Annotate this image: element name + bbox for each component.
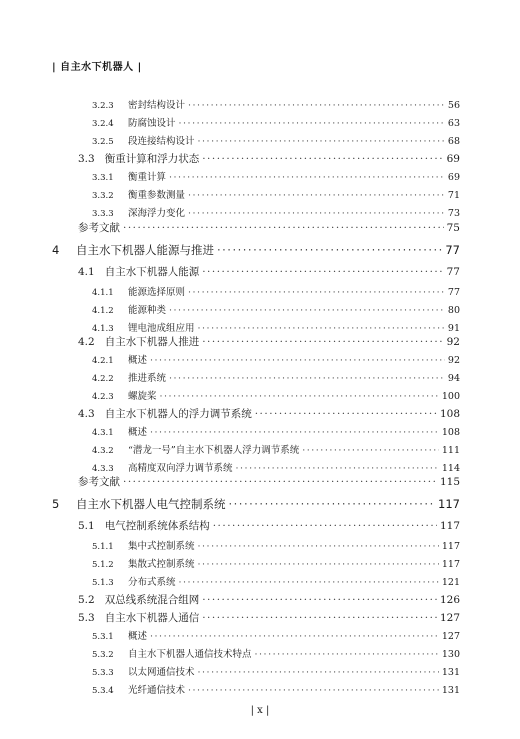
toc-entry-number: 4.2: [78, 336, 95, 348]
toc-entry-page: 108: [439, 408, 460, 420]
toc-entry-page: 130: [441, 649, 460, 660]
toc-entry: [92, 646, 460, 660]
toc-leader-dots: [160, 391, 439, 402]
toc-entry: [52, 242, 460, 258]
toc-entry: [92, 664, 460, 678]
toc-leader-dots: [188, 287, 445, 298]
toc-entry-title: 螺旋桨: [128, 391, 157, 402]
toc-entry: [92, 370, 460, 384]
toc-entry-page: 117: [438, 497, 460, 511]
toc-entry-title: 能源选择原则: [128, 287, 186, 298]
toc-entry-number: 4.2.1: [92, 356, 114, 366]
toc-entry-title: 分布式系统: [128, 577, 176, 588]
toc-leader-dots: [236, 463, 439, 474]
toc-entry-page: 100: [441, 391, 460, 402]
toc-entry-number: 3.3.2: [92, 191, 114, 201]
toc-leader-dots: [179, 118, 445, 129]
toc-entry: [92, 424, 460, 438]
toc-entry: [78, 610, 460, 625]
toc-entry-number: 4.2.3: [92, 392, 114, 402]
toc-entry-title: 光纤通信技术: [128, 685, 186, 696]
toc-entry-title: 高精度双向浮力调节系统: [128, 463, 233, 474]
toc-leader-dots: [198, 667, 439, 678]
toc-entry: [92, 388, 460, 402]
toc-entry-title: 衡重计算: [128, 172, 167, 183]
toc-entry-number: 3.2.5: [92, 137, 114, 147]
toc-entry-number: 3.2.4: [92, 119, 114, 129]
toc-entry-number: 3.2.3: [92, 101, 114, 111]
toc-entry-page: 68: [447, 136, 460, 147]
toc-entry: [92, 460, 460, 474]
toc-entry-page: 77: [446, 266, 460, 278]
toc-entry-number: 5.3: [78, 612, 95, 624]
toc-entry: [92, 205, 460, 219]
running-header: | 自主水下机器人 |: [52, 62, 142, 73]
toc-leader-dots: [202, 612, 437, 624]
toc-entry: [78, 151, 460, 166]
toc-entry-number: 4.1.1: [92, 288, 114, 298]
toc-leader-dots: [217, 243, 442, 257]
toc-leader-dots: [179, 577, 439, 588]
toc-entry-page: 127: [441, 631, 460, 642]
toc-leader-dots: [255, 408, 437, 420]
toc-entry-number: 5.1.3: [92, 578, 114, 588]
toc-entry-title: 以太网通信技术: [128, 667, 195, 678]
toc-entry-number: 4.2.2: [92, 374, 114, 384]
toc-entry: [92, 115, 460, 129]
toc-entry-references: [78, 474, 460, 489]
toc-leader-dots: [188, 190, 445, 201]
toc-leader-dots: [150, 631, 439, 642]
toc-entry-title: 衡重计算和浮力状态: [104, 153, 200, 165]
toc-entry-page: 115: [439, 476, 460, 488]
toc-entry-title: 密封结构设计: [128, 100, 186, 111]
toc-entry-title: 概述: [128, 631, 148, 642]
toc-leader-dots: [150, 427, 439, 438]
toc-leader-dots: [198, 541, 439, 552]
toc-entry-title: 自主水下机器人通信: [104, 612, 200, 624]
toc-entry: [92, 302, 460, 316]
toc-entry-page: 91: [447, 323, 460, 334]
toc-entry-page: 94: [447, 373, 460, 384]
toc-entry-title: 自主水下机器人能源: [104, 266, 200, 278]
toc-entry: [92, 442, 460, 456]
toc-leader-dots: [198, 136, 445, 147]
toc-entry-title: 自主水下机器人的浮力调节系统: [104, 408, 252, 420]
toc-entry-number: 5.1: [78, 520, 95, 532]
toc-entry-title: 参考文献: [78, 476, 120, 488]
toc-leader-dots: [169, 172, 445, 183]
toc-leader-dots: [202, 594, 437, 606]
toc-entry-page: 131: [441, 667, 460, 678]
toc-entry-page: 69: [446, 153, 460, 165]
toc-leader-dots: [169, 305, 445, 316]
toc-entry-page: 121: [441, 577, 460, 588]
toc-entry-page: 117: [439, 520, 460, 532]
toc-entry-page: 126: [439, 594, 460, 606]
toc-entry-number: 5.3.2: [92, 650, 114, 660]
toc-entry-title: “潜龙一号”自主水下机器人浮力调节系统: [128, 445, 300, 456]
toc-entry-title: 衡重参数测量: [128, 190, 186, 201]
toc-entry: [92, 187, 460, 201]
toc-leader-dots: [255, 649, 439, 660]
toc-entry: [92, 574, 460, 588]
toc-entry-number: 5.3.4: [92, 686, 114, 696]
toc-entry-number: 4.3.2: [92, 446, 114, 456]
toc-entry-title: 概述: [128, 427, 148, 438]
toc-entry-page: 92: [446, 336, 460, 348]
toc-entry-page: 73: [447, 208, 460, 219]
toc-entry-page: 114: [441, 463, 460, 474]
toc-leader-dots: [202, 336, 443, 348]
toc-entry-page: 92: [447, 355, 460, 366]
toc-entry-title: 电气控制系统体系结构: [104, 520, 210, 532]
toc-entry-number: 4: [52, 243, 60, 257]
toc-entry: [92, 320, 460, 334]
toc-entry: [92, 352, 460, 366]
toc-entry-number: 4.3: [78, 408, 95, 420]
toc-entry-page: 63: [447, 118, 460, 129]
toc-entry: [92, 97, 460, 111]
toc-entry-title: 自主水下机器人通信技术特点: [128, 649, 252, 660]
toc-entry-number: 4.1: [78, 266, 95, 278]
toc-leader-dots: [213, 520, 437, 532]
toc-entry-title: 防腐蚀设计: [128, 118, 176, 129]
toc-entry-title: 自主水下机器人能源与推进: [76, 243, 214, 257]
toc-entry-page: 131: [441, 685, 460, 696]
toc-entry-page: 117: [441, 541, 460, 552]
toc-entry-number: 3.3: [78, 153, 95, 165]
toc-entry-page: 69: [447, 172, 460, 183]
toc-entry-page: 127: [439, 612, 460, 624]
toc-entry-title: 集中式控制系统: [128, 541, 195, 552]
toc-entry: [52, 496, 460, 512]
toc-entry-page: 77: [445, 243, 460, 257]
toc-entry-title: 能源种类: [128, 305, 167, 316]
toc-leader-dots: [188, 685, 439, 696]
toc-entry: [92, 133, 460, 147]
toc-entry: [92, 628, 460, 642]
toc-entry-number: 3.3.3: [92, 209, 114, 219]
toc-leader-dots: [202, 266, 443, 278]
toc-leader-dots: [198, 559, 439, 570]
toc-entry-title: 自主水下机器人电气控制系统: [76, 497, 226, 511]
toc-entry-title: 锂电池成组应用: [128, 323, 195, 334]
toc-entry: [92, 556, 460, 570]
toc-entry-number: 5: [52, 497, 60, 511]
toc-leader-dots: [188, 208, 445, 219]
toc-entry-number: 5.1.1: [92, 542, 114, 552]
toc-entry-title: 推进系统: [128, 373, 167, 384]
toc-entry-title: 自主水下机器人推进: [104, 336, 200, 348]
toc-entry-page: 117: [441, 559, 460, 570]
toc-entry-number: 4.1.3: [92, 324, 114, 334]
toc-leader-dots: [150, 355, 445, 366]
toc-leader-dots: [229, 497, 436, 511]
toc-leader-dots: [123, 476, 437, 488]
toc-entry-number: 5.3.3: [92, 668, 114, 678]
toc-entry: [92, 538, 460, 552]
toc-entry-number: 4.3.3: [92, 464, 114, 474]
toc-entry-page: 111: [441, 445, 460, 456]
toc-entry-number: 4.3.1: [92, 428, 114, 438]
toc-entry-references: [78, 220, 460, 235]
toc-leader-dots: [169, 373, 445, 384]
toc-entry: [78, 334, 460, 349]
toc-entry-title: 深海浮力变化: [128, 208, 186, 219]
toc-entry-title: 双总线系统混合组网: [104, 594, 200, 606]
toc-entry-number: 4.1.2: [92, 306, 114, 316]
page-number: | x |: [250, 705, 270, 716]
toc-entry: [78, 406, 460, 421]
toc-entry: [92, 682, 460, 696]
toc-entry-number: 5.1.2: [92, 560, 114, 570]
toc-entry-page: 77: [447, 287, 460, 298]
toc-entry-title: 集散式控制系统: [128, 559, 195, 570]
toc-entry: [78, 264, 460, 279]
toc-entry-title: 概述: [128, 355, 148, 366]
toc-leader-dots: [198, 323, 445, 334]
toc-entry-title: 参考文献: [78, 222, 120, 234]
toc-entry-page: 71: [447, 190, 460, 201]
toc-entry-page: 108: [441, 427, 460, 438]
toc-leader-dots: [188, 100, 445, 111]
toc-leader-dots: [202, 153, 443, 165]
toc-entry-page: 56: [447, 100, 460, 111]
toc-entry: [78, 518, 460, 533]
toc-entry-number: 5.3.1: [92, 632, 114, 642]
toc-entry-number: 5.2: [78, 594, 95, 606]
toc-entry-number: 3.3.1: [92, 173, 114, 183]
toc-entry: [92, 284, 460, 298]
toc-entry-title: 段连接结构设计: [128, 136, 195, 147]
toc-entry: [92, 169, 460, 183]
toc-entry-page: 75: [446, 222, 460, 234]
toc-leader-dots: [302, 445, 439, 456]
toc-leader-dots: [123, 222, 444, 234]
toc-entry: [78, 592, 460, 607]
toc-entry-page: 80: [447, 305, 460, 316]
